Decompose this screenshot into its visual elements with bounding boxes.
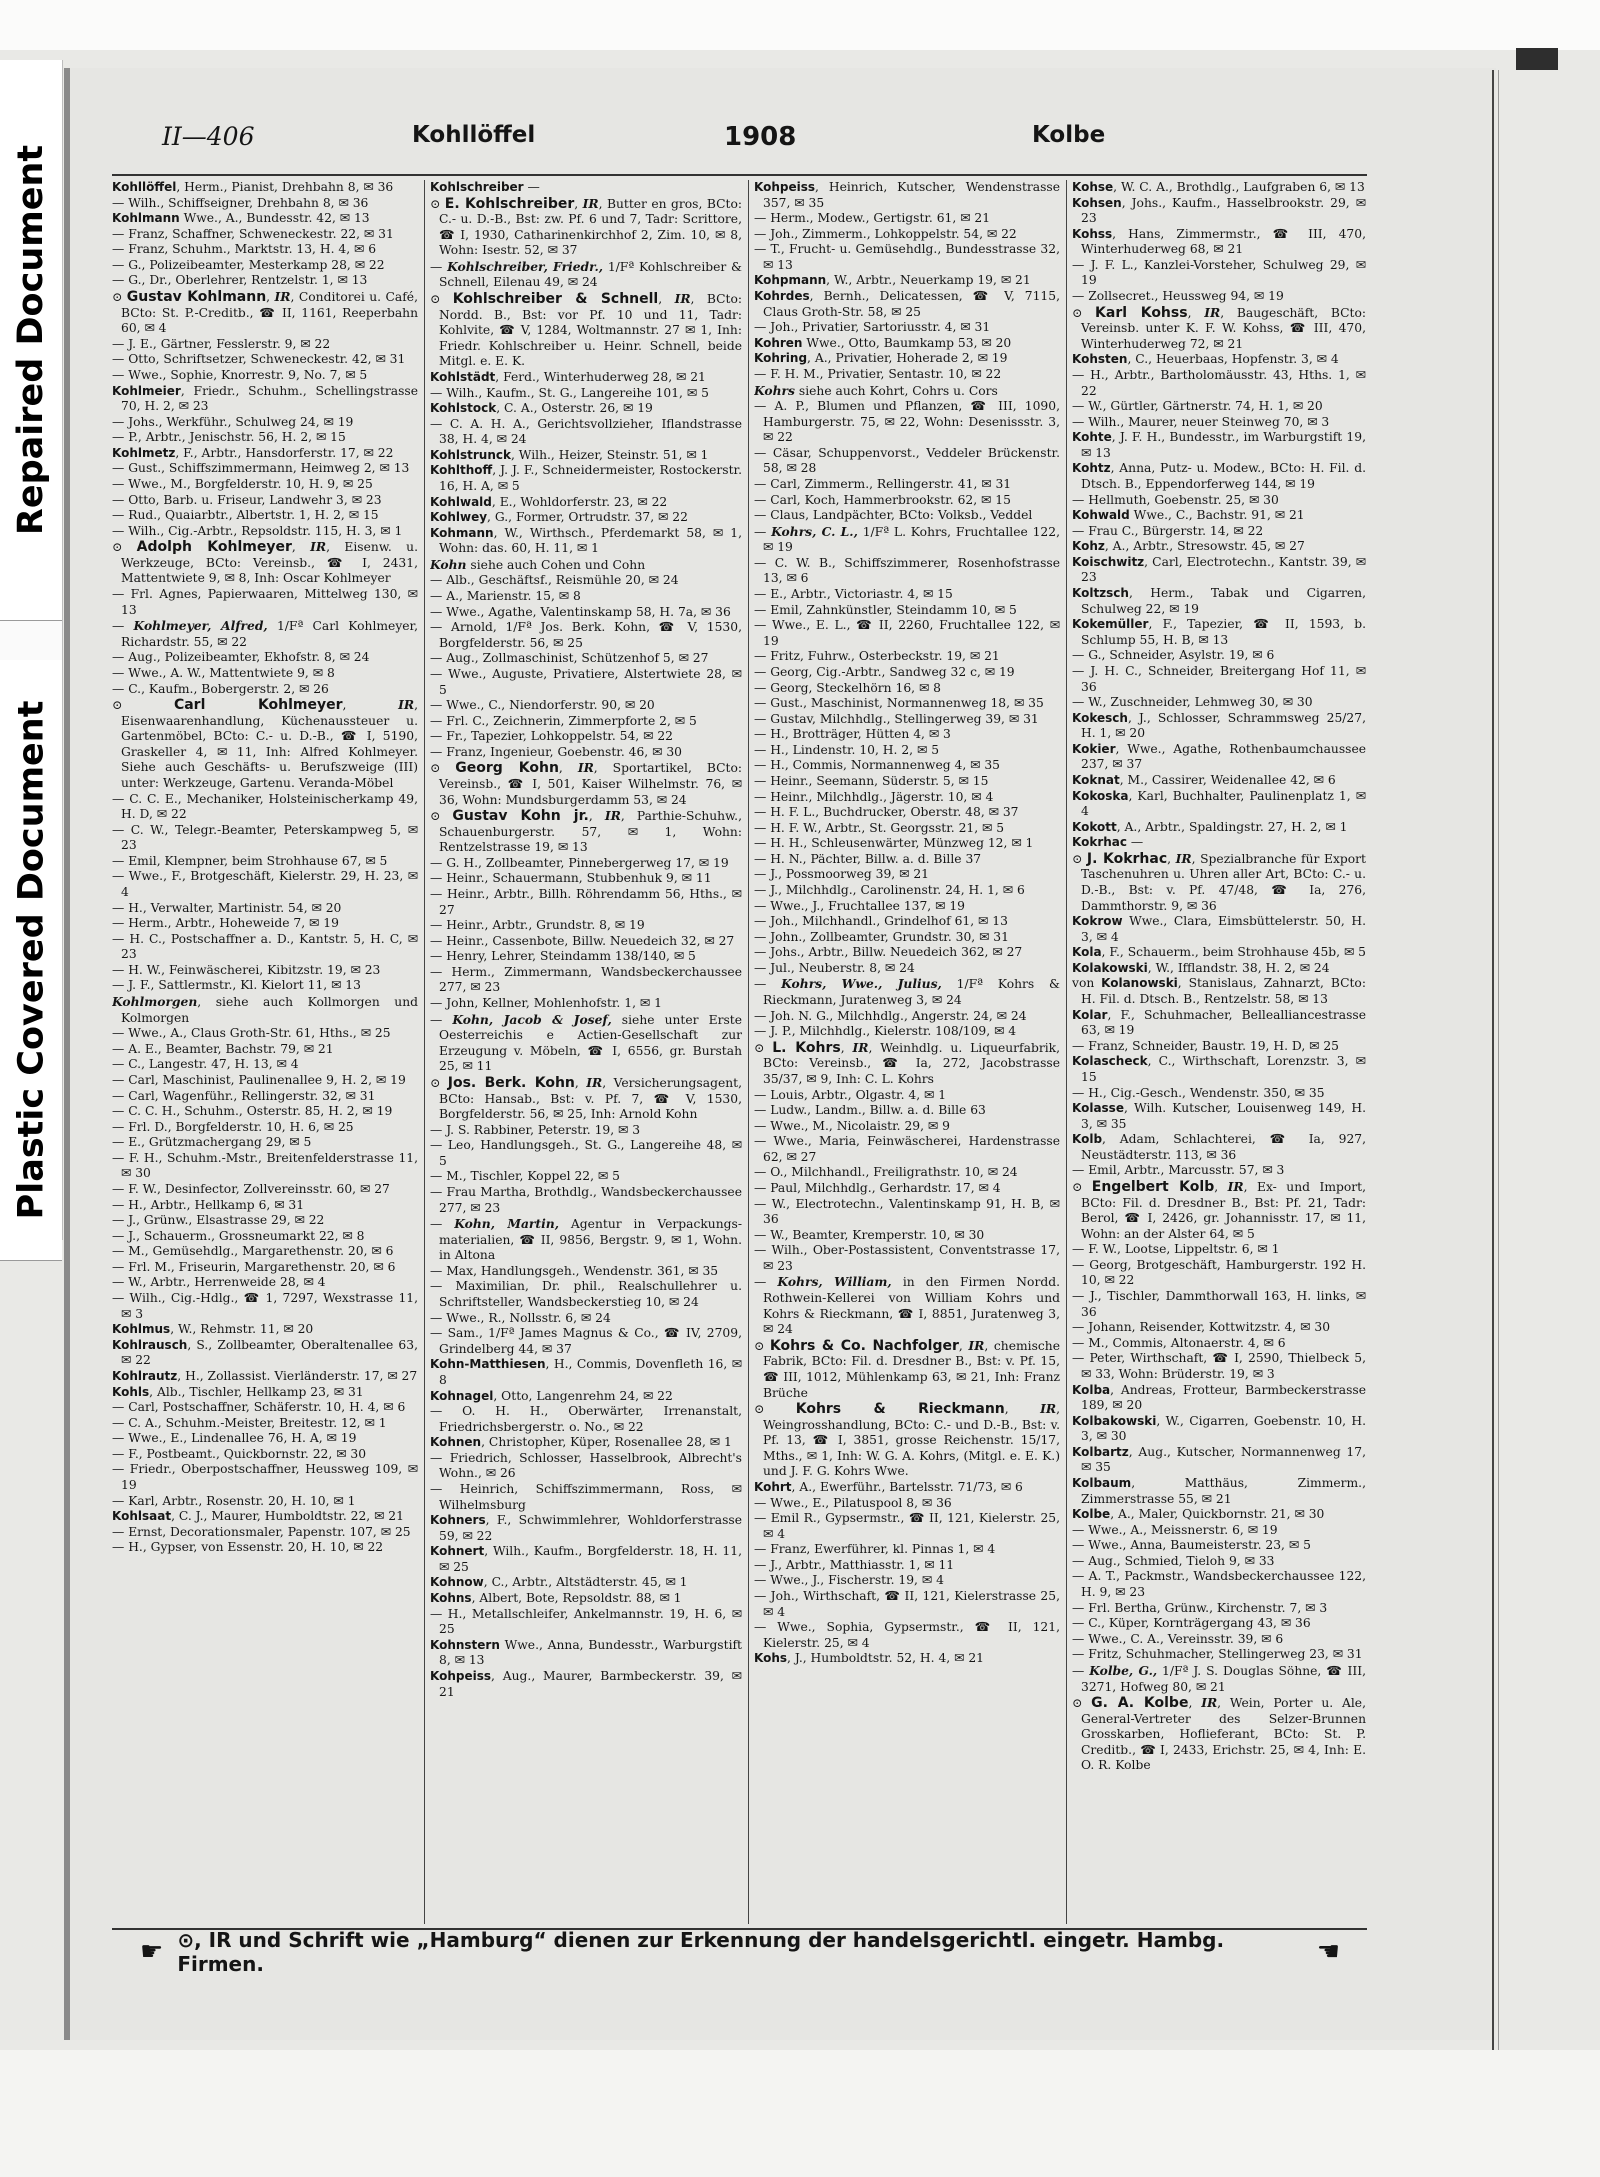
directory-entry: — Emil, Klempner, beim Strohhause 67, ✉ 5 — [112, 853, 388, 868]
directory-entry: Kohz, A., Arbtr., Stresowstr. 45, ✉ 27 — [1072, 539, 1305, 554]
directory-entry: — J. P., Milchhdlg., Kielerstr. 108/109, ✉ 4 — [754, 1024, 1017, 1039]
directory-entry: — H. F. L., Buchdrucker, Oberstr. 48, ✉ 37 — [754, 805, 1019, 820]
directory-entry: — F., Postbeamt., Quickbornstr. 22, ✉ 30 — [112, 1446, 367, 1461]
directory-entry: — Johann, Reisender, Kottwitzstr. 4, ✉ 30 — [1072, 1320, 1331, 1335]
directory-entry: — Frl. Bertha, Grünw., Kirchenstr. 7, ✉ 3 — [1072, 1600, 1328, 1615]
directory-entry: — H. H., Schleusenwärter, Münzweg 12, ✉ 1 — [754, 836, 1034, 851]
directory-entry: — Fr., Tapezier, Lohkoppelstr. 54, ✉ 22 — [430, 729, 673, 744]
directory-entry: — W., Zuschneider, Lehmweg 30, ✉ 30 — [1072, 695, 1313, 710]
directory-entry: — Kohrs, Wwe., Julius, 1/Fª Kohrs & Rieckmann, Juratenweg 3, ✉ 24 — [754, 976, 1060, 1008]
directory-entry: — Carl, Koch, Hammerbrookstr. 62, ✉ 15 — [754, 492, 1011, 507]
directory-entry: — H., Gypser, von Essenstr. 20, H. 10, ✉ 22 — [112, 1540, 384, 1555]
directory-entry: Koltzsch, Herm., Tabak und Cigarren, Schulweg 22, ✉ 19 — [1072, 586, 1366, 616]
directory-entry: — Jul., Neuberstr. 8, ✉ 24 — [754, 960, 915, 975]
directory-entry: — Kohrs, William, in den Firmen Nordd. Rothwein-Kellerei von William Kohrs und Kohrs & Rieckmann, ☎ I, 8851, Juratenweg 3, ✉ 24 — [754, 1274, 1060, 1337]
directory-entry: — Joh. N. G., Milchhdlg., Angerstr. 24, ✉ 24 — [754, 1008, 1027, 1023]
pointing-hand-icon: ☛ — [140, 1937, 164, 1967]
directory-entry: — Wwe., C., Niendorferstr. 90, ✉ 20 — [430, 698, 655, 713]
directory-entry: — Wwe., Auguste, Privatiere, Alstertwiete 28, ✉ 5 — [430, 666, 742, 697]
directory-entry: von Kolanowski, Stanislaus, Zahnarzt, BCto: H. Fil. d. Dtsch. B., Rentzelstr. 58, ✉ 13 — [1072, 976, 1366, 1007]
directory-entry: Kohlstädt, Ferd., Winterhuderweg 28, ✉ 21 — [430, 369, 706, 384]
directory-entry: — Georg, Cig.-Arbtr., Sandweg 32 c, ✉ 19 — [754, 664, 1015, 679]
directory-entry: ⊙ G. A. Kolbe, IR, Wein, Porter u. Ale, General-Vertreter des Selzer-Brunnen Grosskarben, Hoflieferant, BCto: St. P. Creditb., ☎ I, 2433, Erichstr. 25, ✉ 4, Inh: E. O. R. Kolbe — [1072, 1695, 1366, 1773]
directory-entry: Kola, F., Schauerm., beim Strohhause 45b, ✉ 5 — [1072, 945, 1366, 960]
directory-entry: — J. E., Gärtner, Fesslerstr. 9, ✉ 22 — [112, 336, 331, 351]
directory-entry: — Herm., Zimmermann, Wandsbeckerchaussee 277, ✉ 23 — [430, 964, 742, 995]
directory-entry: — Emil, Zahnkünstler, Steindamm 10, ✉ 5 — [754, 602, 1017, 617]
directory-entry: — Wwe., M., Borgfelderstr. 10, H. 9, ✉ 25 — [112, 476, 373, 491]
directory-entry: — Paul, Milchhdlg., Gerhardstr. 17, ✉ 4 — [754, 1181, 1001, 1195]
directory-entry: Kohss, Hans, Zimmermstr., ☎ III, 470, Winterhuderweg 68, ✉ 21 — [1072, 226, 1366, 257]
directory-entry: — Joh., Milchhandl., Grindelhof 61, ✉ 13 — [754, 914, 1008, 929]
directory-entry: — Wwe., Maria, Feinwäscherei, Hardenstrasse 62, ✉ 27 — [754, 1134, 1060, 1164]
footer-note: ⊙, IR und Schrift wie „Hamburg“ dienen zur Erkennung der handelsgerichtl. eingetr. Hambg. Firmen. — [177, 1928, 1225, 1976]
directory-entry: — H., Lindenstr. 10, H. 2, ✉ 5 — [754, 742, 940, 757]
directory-entry: — H., Arbtr., Bartholomäusstr. 43, Hths. 1, ✉ 22 — [1072, 367, 1366, 398]
directory-entry: — Gustav, Milchhdlg., Stellingerweg 39, ✉ 31 — [754, 711, 1039, 726]
directory-entry: Kohren Wwe., Otto, Baumkamp 53, ✉ 20 — [754, 335, 1012, 350]
directory-entry: Kokrhac — — [1072, 835, 1144, 850]
directory-entry: — Kohn, Martin, Agentur in Verpackungs-materialien, ☎ II, 9856, Bergstr. 9, ✉ 1, Wohn. in Altona — [430, 1216, 742, 1263]
directory-entry: — Frl. D., Borgfelderstr. 10, H. 6, ✉ 25 — [112, 1119, 354, 1134]
directory-entry: — Heinr., Schauermann, Stubbenhuk 9, ✉ 11 — [430, 871, 712, 886]
directory-entry: — C., Langestr. 47, H. 13, ✉ 4 — [112, 1057, 299, 1072]
directory-entry: — Heinr., Arbtr., Billh. Röhrendamm 56, Hths., ✉ 27 — [430, 887, 742, 917]
side-label-strip — [0, 60, 63, 1240]
directory-entry: Kohllöffel, Herm., Pianist, Drehbahn 8, ✉ 36 — [112, 180, 394, 194]
directory-entry: — Hellmuth, Goebenstr. 25, ✉ 30 — [1072, 492, 1279, 507]
directory-entry: — Carl, Maschinist, Paulinenallee 9, H. 2, ✉ 19 — [112, 1072, 406, 1087]
directory-entry: — Wwe., A. W., Mattentwiete 9, ✉ 8 — [112, 665, 335, 680]
directory-entry: — Joh., Zimmerm., Lohkoppelstr. 54, ✉ 22 — [754, 226, 1017, 241]
directory-entry: Kolbakowski, W., Cigarren, Goebenstr. 10, H. 3, ✉ 30 — [1072, 1413, 1366, 1444]
directory-entry: — O., Milchhandl., Freiligrathstr. 10, ✉ 24 — [754, 1165, 1018, 1180]
directory-entry: — Friedr., Oberpostschaffner, Heussweg 109, ✉ 19 — [112, 1462, 418, 1492]
directory-entry: ⊙ Engelbert Kolb, IR, Ex- und Import, BCto: Fil. d. Dresdner B., Bst: Pf. 21, Tadr: Berol, ☎ I, 2426, gr. Johannisstr. 17, ✉ 11, Wohn: an der Alster 64, ✉ 5 — [1072, 1179, 1366, 1241]
directory-entry: — Gust., Schiffszimmermann, Heimweg 2, ✉ 13 — [112, 461, 410, 476]
directory-entry: Kokemüller, F., Tapezier, ☎ II, 1593, b. Schlump 55, H. B, ✉ 13 — [1072, 617, 1366, 647]
directory-entry: — A., Marienstr. 15, ✉ 8 — [430, 589, 581, 604]
directory-entry: — J. H. C., Schneider, Breitergang Hof 11, ✉ 36 — [1072, 663, 1366, 694]
directory-entry: — Franz, Ewerführer, kl. Pinnas 1, ✉ 4 — [754, 1542, 996, 1557]
directory-entry: — Ernst, Decorationsmaler, Papenstr. 107, ✉ 25 — [112, 1524, 411, 1539]
directory-entry: — J., Possmoorweg 39, ✉ 21 — [754, 867, 929, 882]
directory-entry: — Johs., Werkführ., Schulweg 24, ✉ 19 — [112, 414, 354, 429]
directory-entry: — Wwe., E., Lindenallee 76, H. A, ✉ 19 — [112, 1431, 357, 1446]
directory-entry: — J., Schauerm., Grossneumarkt 22, ✉ 8 — [112, 1228, 365, 1243]
directory-entry: ⊙ Gustav Kohn jr., IR, Parthie-Schuhw., Schauenburgerstr. 57, ✉ 1, Wohn: Rentzelstrasse 19, ✉ 13 — [430, 808, 742, 855]
directory-entry: — G. H., Zollbeamter, Pinnebergerweg 17, ✉ 19 — [430, 855, 729, 870]
directory-entry: Kohn siehe auch Cohen und Cohn — [430, 556, 646, 572]
directory-entry: — H., Cig.-Gesch., Wendenstr. 350, ✉ 35 — [1072, 1085, 1325, 1100]
directory-entry: — E., Grützmachergang 29, ✉ 5 — [112, 1135, 312, 1150]
last-entry-word: Kolbe — [1032, 122, 1106, 148]
directory-entry: Kohte, J. F. H., Bundesstr., im Warburgstift 19, ✉ 13 — [1072, 430, 1366, 460]
directory-entry: Kohpeiss, Heinrich, Kutscher, Wendenstrasse 357, ✉ 35 — [754, 180, 1060, 210]
directory-entry: — H., Verwalter, Martinistr. 54, ✉ 20 — [112, 900, 342, 915]
directory-entry: Kolascheck, C., Wirthschaft, Lorenzstr. 3, ✉ 15 — [1072, 1054, 1366, 1084]
page-header — [92, 122, 1392, 160]
directory-entry: — Leo, Handlungsgeh., St. G., Langereihe 48, ✉ 5 — [430, 1138, 742, 1168]
directory-entry: — J. S. Rabbiner, Peterstr. 19, ✉ 3 — [430, 1122, 641, 1137]
directory-entry: — Herm., Modew., Gertigstr. 61, ✉ 21 — [754, 211, 991, 226]
directory-entry: Kohring, A., Privatier, Hoherade 2, ✉ 19 — [754, 351, 1008, 366]
directory-entry: — Kohn, Jacob & Josef, siehe unter Erste Oesterreichis e Actien-Gesellschaft zur Erzeugung v. Möbeln, ☎ I, 6556, gr. Burstah 25, ✉ 11 — [430, 1011, 742, 1074]
directory-entry: Kohlmorgen, siehe auch Kollmorgen und Kolmorgen — [112, 994, 418, 1025]
directory-entry: — Carl, Zimmerm., Rellingerstr. 41, ✉ 31 — [754, 476, 1012, 491]
directory-entry: Kohrdes, Bernh., Delicatessen, ☎ V, 7115, Claus Groth-Str. 58, ✉ 25 — [754, 289, 1060, 319]
directory-entry: — C. C. H., Schuhm., Osterstr. 85, H. 2, ✉ 19 — [112, 1104, 393, 1119]
directory-entry: Kohnow, C., Arbtr., Altstädterstr. 45, ✉ 1 — [430, 1575, 688, 1590]
scan-top-margin — [0, 0, 1600, 50]
scan-bottom-margin — [0, 2050, 1600, 2177]
entry-column-3 — [754, 180, 1060, 1924]
directory-entry: — Joh., Wirthschaft, ☎ II, 121, Kielerstrasse 25, ✉ 4 — [754, 1589, 1060, 1619]
directory-entry: — Otto, Schriftsetzer, Schweneckestr. 42, ✉ 31 — [112, 352, 406, 367]
directory-entry: — Franz, Schuhm., Marktstr. 13, H. 4, ✉ 6 — [112, 242, 377, 257]
directory-entry: ⊙ E. Kohlschreiber, IR, Butter en gros, BCto: C.- u. D.-B., Bst: zw. Pf. 6 und 7, Tadr: Scrittore, ☎ I, 1930, Catharinenkirchhof 2, Zim. 10, ✉ 8, Wohn: Isestr. 52, ✉ 37 — [430, 195, 742, 258]
directory-entry: Kohlwald, E., Wohldorferstr. 23, ✉ 22 — [430, 494, 668, 509]
page-spine — [1492, 70, 1494, 2060]
directory-entry: — G., Polizeibeamter, Mesterkamp 28, ✉ 22 — [112, 257, 385, 272]
directory-entry: — Kolbe, G., 1/Fª J. S. Douglas Söhne, ☎ III, 3271, Hofweg 80, ✉ 21 — [1072, 1662, 1366, 1694]
directory-entry: — Aug., Zollmaschinist, Schützenhof 5, ✉ 27 — [430, 651, 709, 666]
directory-entry: Kohrs siehe auch Kohrt, Cohrs u. Cors — [754, 382, 998, 398]
directory-entry: — Wilh., Cig.-Arbtr., Repsoldstr. 115, H. 3, ✉ 1 — [112, 523, 403, 538]
directory-entry: — Wwe., R., Nollsstr. 6, ✉ 24 — [430, 1310, 611, 1325]
directory-entry: — Franz, Schneider, Baustr. 19, H. D, ✉ 25 — [1072, 1038, 1340, 1053]
directory-entry: — Claus, Landpächter, BCto: Volksb., Veddel — [754, 508, 1033, 523]
directory-entry: — Heinr., Seemann, Süderstr. 5, ✉ 15 — [754, 773, 989, 788]
page-spine-shadow — [1498, 70, 1499, 2060]
directory-entry: Kohnstern Wwe., Anna, Bundesstr., Warburgstift 8, ✉ 13 — [430, 1637, 742, 1668]
directory-entry: — Kohrs, C. L., 1/Fª L. Kohrs, Fruchtallee 122, ✉ 19 — [754, 523, 1060, 555]
directory-entry: Kohners, F., Schwimmlehrer, Wohldorferstrasse 59, ✉ 22 — [430, 1513, 742, 1543]
directory-entry: — Sam., 1/Fª James Magnus & Co., ☎ IV, 2709, Grindelberg 44, ✉ 37 — [430, 1326, 742, 1356]
directory-entry: — E., Arbtr., Victoriastr. 4, ✉ 15 — [754, 587, 953, 602]
directory-entry: Kohns, Albert, Bote, Repsoldstr. 88, ✉ 1 — [430, 1591, 682, 1606]
directory-entry: — J., Tischler, Dammthorwall 163, H. links, ✉ 36 — [1072, 1289, 1366, 1319]
directory-entry: — Wwe., Agathe, Valentinskamp 58, H. 7a, ✉ 36 — [430, 604, 731, 619]
directory-entry: Kolar, F., Schuhmacher, Bellealliancestrasse 63, ✉ 19 — [1072, 1007, 1366, 1038]
directory-entry: Kohlrausch, S., Zollbeamter, Oberaltenallee 63, ✉ 22 — [112, 1337, 418, 1368]
directory-entry: — Cäsar, Schuppenvorst., Veddeler Brückenstr. 58, ✉ 28 — [754, 445, 1060, 476]
directory-entry: — J., Arbtr., Matthiasstr. 1, ✉ 11 — [754, 1557, 955, 1572]
directory-entry: — M., Tischler, Koppel 22, ✉ 5 — [430, 1169, 620, 1184]
directory-entry: Kolbartz, Aug., Kutscher, Normannenweg 17, ✉ 35 — [1072, 1444, 1366, 1475]
directory-entry: — Heinrich, Schiffszimmermann, Ross, ✉ Wilhelmsburg — [430, 1481, 742, 1512]
directory-entry: — C. W. B., Schiffszimmerer, Rosenhofstrasse 13, ✉ 6 — [754, 555, 1060, 586]
directory-entry: — Wwe., J., Fruchtallee 137, ✉ 19 — [754, 898, 965, 913]
directory-entry: ⊙ Kohrs & Rieckmann, IR, Weingrosshandlung, BCto: C.- und D.-B., Bst: v. Pf. 13, ☎ I, 3851, grosse Reichenstr. 15/17, Mths., ✉ 1, Inh: W. G. A. Kohrs, (Mitgl. e. E. K.) und J. F. G. Kohrs Wwe. — [754, 1401, 1060, 1479]
directory-entry: — Wilh., Ober-Postassistent, Conventstrasse 17, ✉ 23 — [754, 1243, 1060, 1273]
directory-entry: Kohsen, Johs., Kaufm., Hasselbrookstr. 29, ✉ 23 — [1072, 195, 1366, 226]
directory-entry: — Frau C., Bürgerstr. 14, ✉ 22 — [1072, 523, 1264, 538]
directory-entry: — J. F., Sattlermstr., Kl. Kielort 11, ✉ 13 — [112, 978, 361, 993]
directory-entry: Kohs, J., Humboldtstr. 52, H. 4, ✉ 21 — [754, 1651, 984, 1666]
directory-entry: Kohlmeier, Friedr., Schuhm., Schellingstrasse 70, H. 2, ✉ 23 — [112, 383, 418, 414]
directory-entry: — Otto, Barb. u. Friseur, Landwehr 3, ✉ 23 — [112, 492, 382, 507]
directory-entry: Kohlthoff, J. J. F., Schneidermeister, Rostockerstr. 16, H. A, ✉ 5 — [430, 463, 742, 493]
directory-entry: Kolb, Adam, Schlachterei, ☎ Ia, 927, Neustädterstr. 113, ✉ 36 — [1072, 1132, 1366, 1162]
directory-entry: — H. W., Feinwäscherei, Kibitzstr. 19, ✉ 23 — [112, 962, 381, 977]
directory-entry: — T., Frucht- u. Gemüsehdlg., Bundesstrasse 32, ✉ 13 — [754, 242, 1060, 272]
directory-entry: Kokier, Wwe., Agathe, Rothenbaumchaussee 237, ✉ 37 — [1072, 741, 1366, 772]
directory-entry: — Heinr., Cassenbote, Billw. Neuedeich 32, ✉ 27 — [430, 933, 735, 948]
directory-entry: — Heinr., Arbtr., Grundstr. 8, ✉ 19 — [430, 918, 645, 933]
directory-entry: ⊙ Georg Kohn, IR, Sportartikel, BCto: Vereinsb., ☎ I, 501, Kaiser Wilhelmstr. 76, ✉ 36, Wohn: Mundsburgerdamm 53, ✉ 24 — [430, 760, 742, 807]
directory-entry: ⊙ Gustav Kohlmann, IR, Conditorei u. Café, BCto: St. P.-Creditb., ☎ II, 1161, Reeperbahn 60, ✉ 4 — [112, 289, 418, 336]
directory-entry: Kohlschreiber — — [430, 180, 540, 194]
directory-entry: — H., Metallschleifer, Ankelmannstr. 19, H. 6, ✉ 25 — [430, 1606, 742, 1637]
directory-entry: Kokott, A., Arbtr., Spaldingstr. 27, H. 2, ✉ 1 — [1072, 819, 1348, 834]
directory-entry: — F. H., Schuhm.-Mstr., Breitenfelderstrasse 11, ✉ 30 — [112, 1150, 418, 1181]
directory-entry: — C. C. E., Mechaniker, Holsteinischerkamp 49, H. D, ✉ 22 — [112, 791, 418, 822]
directory-entry: — Heinr., Milchhdlg., Jägerstr. 10, ✉ 4 — [754, 789, 994, 804]
directory-entry: Kohnert, Wilh., Kaufm., Borgfelderstr. 18, H. 11, ✉ 25 — [430, 1544, 742, 1574]
directory-entry: — O. H. H., Oberwärter, Irrenanstalt, Friedrichsbergerstr. o. No., ✉ 22 — [430, 1404, 742, 1434]
directory-entry: — F. H. M., Privatier, Sentastr. 10, ✉ 22 — [754, 366, 1002, 381]
directory-entry: — Kohlschreiber, Friedr., 1/Fª Kohlschreiber & Schnell, Eilenau 49, ✉ 24 — [430, 258, 742, 290]
directory-entry: Kohwald Wwe., C., Bachstr. 91, ✉ 21 — [1072, 508, 1305, 523]
directory-entry: — Franz, Ingenieur, Goebenstr. 46, ✉ 30 — [430, 744, 682, 759]
directory-entry: — Frl. M., Friseurin, Margarethenstr. 20, ✉ 6 — [112, 1259, 396, 1274]
directory-entry: — H. C., Postschaffner a. D., Kantstr. 5, H. C, ✉ 23 — [112, 931, 418, 962]
directory-entry: — Ludw., Landm., Billw. a. d. Bille 63 — [754, 1103, 986, 1118]
directory-entry: — Friedrich, Schlosser, Hasselbrook, Albrecht's Wohn., ✉ 26 — [430, 1450, 742, 1481]
directory-entry: Kohnen, Christopher, Küper, Rosenallee 28, ✉ 1 — [430, 1435, 732, 1450]
directory-entry: — Kohlmeyer, Alfred, 1/Fª Carl Kohlmeyer, Richardstr. 55, ✉ 22 — [112, 618, 418, 649]
directory-entry: — A. P., Blumen und Pflanzen, ☎ III, 1090, Hamburgerstr. 75, ✉ 22, Wohn: Desenissstr. 3, ✉ 22 — [754, 399, 1060, 445]
directory-entry: — A. T., Packmstr., Wandsbeckerchaussee 122, H. 9, ✉ 23 — [1072, 1569, 1366, 1600]
directory-entry: — Carl, Postschaffner, Schäferstr. 10, H. 4, ✉ 6 — [112, 1400, 406, 1415]
directory-entry: — Karl, Arbtr., Rosenstr. 20, H. 10, ✉ 1 — [112, 1493, 356, 1508]
directory-entry: — Peter, Wirthschaft, ☎ I, 2590, Thielbeck 5, ✉ 33, Wohn: Brüderstr. 19, ✉ 3 — [1072, 1351, 1366, 1381]
directory-entry: — C. W., Telegr.-Beamter, Peterskampweg 5, ✉ 23 — [112, 822, 418, 853]
directory-entry: Kohtz, Anna, Putz- u. Modew., BCto: H. Fil. d. Dtsch. B., Eppendorferweg 144, ✉ 19 — [1072, 461, 1366, 491]
entry-column-2 — [430, 180, 742, 1924]
directory-entry: ⊙ Adolph Kohlmeyer, IR, Eisenw. u. Werkzeuge, BCto: Vereinsb., ☎ I, 2431, Mattentwiete 9, ✉ 8, Inh: Oscar Kohlmeyer — [112, 539, 418, 586]
directory-entry: ⊙ Kohrs & Co. Nachfolger, IR, chemische Fabrik, BCto: Fil. d. Dresdner B., Bst: v. Pf. 15, ☎ III, 1012, Mühlenkamp 63, ✉ 21, Inh: Franz Brüche — [754, 1337, 1060, 1400]
directory-entry: — Wwe., F., Brotgeschäft, Kielerstr. 29, H. 23, ✉ 4 — [112, 869, 418, 900]
directory-entry: — W., Electrotechn., Valentinskamp 91, H. B, ✉ 36 — [754, 1196, 1060, 1227]
directory-entry: — Alb., Geschäftsf., Reismühle 20, ✉ 24 — [430, 573, 679, 588]
directory-entry: — Fritz, Schuhmacher, Stellingerweg 23, ✉ 31 — [1072, 1647, 1363, 1662]
binder-tab — [1516, 48, 1558, 70]
directory-entry: — C., Küper, Kornträgergang 43, ✉ 36 — [1072, 1616, 1311, 1631]
directory-entry: Kohsten, C., Heuerbaas, Hopfenstr. 3, ✉ 4 — [1072, 352, 1339, 367]
directory-entry: — J., Grünw., Elsastrasse 29, ✉ 22 — [112, 1213, 325, 1228]
directory-entry: — W., Arbtr., Herrenweide 28, ✉ 4 — [112, 1275, 326, 1290]
directory-entry: — M., Commis, Altonaerstr. 4, ✉ 6 — [1072, 1335, 1286, 1350]
directory-entry: — Wwe., Sophia, Gypsermstr., ☎ II, 121, Kielerstr. 25, ✉ 4 — [754, 1620, 1060, 1650]
directory-entry: — Herm., Arbtr., Hoheweide 7, ✉ 19 — [112, 916, 339, 931]
directory-entry: — Wilh., Kaufm., St. G., Langereihe 101, ✉ 5 — [430, 385, 709, 400]
first-entry-word: Kohllöffel — [412, 122, 536, 148]
directory-entry: — Aug., Polizeibeamter, Ekhofstr. 8, ✉ 24 — [112, 650, 370, 665]
repaired-label-text: Repaired Document — [11, 144, 51, 536]
directory-entry: — Wilh., Cig.-Hdlg., ☎ 1, 7297, Wexstrasse 11, ✉ 3 — [112, 1291, 418, 1321]
directory-entry: — A. E., Beamter, Bachstr. 79, ✉ 21 — [112, 1041, 334, 1056]
directory-entry: Kohrt, A., Ewerführ., Bartelsstr. 71/73, ✉ 6 — [754, 1479, 1023, 1494]
directory-entry: Kohse, W. C. A., Brothdlg., Laufgraben 6, ✉ 13 — [1072, 180, 1365, 194]
directory-entry: — Joh., Privatier, Sartoriusstr. 4, ✉ 31 — [754, 320, 991, 335]
directory-entry: — C. A., Schuhm.-Meister, Breitestr. 12, ✉ 1 — [112, 1415, 387, 1430]
directory-entry: Kohn-Matthiesen, H., Commis, Dovenfleth 16, ✉ 8 — [430, 1357, 742, 1387]
directory-entry: Kolbe, A., Maler, Quickbornstr. 21, ✉ 30 — [1072, 1507, 1325, 1522]
directory-entry: — Frl. C., Zeichnerin, Zimmerpforte 2, ✉ 5 — [430, 713, 697, 728]
directory-entry: — Franz, Schaffner, Schweneckestr. 22, ✉ 31 — [112, 226, 394, 241]
directory-entry: Kokrow Wwe., Clara, Eimsbüttelerstr. 50, H. 3, ✉ 4 — [1072, 914, 1366, 944]
directory-entry: Kohlwey, G., Former, Ortrudstr. 37, ✉ 22 — [430, 510, 688, 525]
directory-entry: — Johs., Arbtr., Billw. Neuedeich 362, ✉ 27 — [754, 945, 1023, 960]
directory-entry: Kohnagel, Otto, Langenrehm 24, ✉ 22 — [430, 1388, 673, 1403]
page-year: 1908 — [724, 122, 797, 152]
directory-entry: Kohmann, W., Wirthsch., Pferdemarkt 58, ✉ 1, Wohn: das. 60, H. 11, ✉ 1 — [430, 525, 742, 556]
directory-entry: — John, Kellner, Mohlenhofstr. 1, ✉ 1 — [430, 996, 662, 1011]
pointing-hand-icon: ☚ — [1316, 1937, 1340, 1967]
directory-entry: ⊙ Kohlschreiber & Schnell, IR, BCto: Nordd. B., Bst: vor Pf. 10 und 11, Tadr: Kohlvite, ☎ V, 1284, Woltmannstr. 27 ✉ 1, Inh: Friedr. Kohlschreiber u. Heinr. Schnell, beide Mitgl. e. E. K. — [430, 291, 742, 369]
entry-column-4 — [1072, 180, 1366, 1924]
directory-entry: Koischwitz, Carl, Electrotechn., Kantstr. 39, ✉ 23 — [1072, 554, 1366, 585]
directory-entry: — G., Dr., Oberlehrer, Rentzelstr. 1, ✉ 13 — [112, 273, 368, 288]
directory-entry: — Rud., Quaiarbtr., Albertstr. 1, H. 2, ✉ 15 — [112, 508, 379, 523]
directory-entry: — H., Brotträger, Hütten 4, ✉ 3 — [754, 727, 951, 742]
directory-entry: ⊙ Jos. Berk. Kohn, IR, Versicherungsagent, BCto: Hansab., Bst: v. Pf. 7, ☎ V, 1530, Borgfelderstr. 56, ✉ 25, Inh: Arnold Kohn — [430, 1074, 742, 1122]
directory-entry: — J. F. L., Kanzlei-Vorsteher, Schulweg 29, ✉ 19 — [1072, 257, 1366, 288]
directory-entry: ⊙ Carl Kohlmeyer, IR, Eisenwaarenhandlung, Küchenaussteuer u. Gartenmöbel, BCto: C.- u. D.-B., ☎ I, 5190, Graskeller 4, ✉ 11, Inh: Alfred Kohlmeyer. Siehe auch Geschäfts- u. Berufszweige (III) unter: Werkzeuge, Gartenu. Veranda-Möbel — [112, 697, 418, 790]
directory-entry: Kolasse, Wilh. Kutscher, Louisenweg 149, H. 3, ✉ 35 — [1072, 1101, 1366, 1131]
directory-entry: — Max, Handlungsgeh., Wendenstr. 361, ✉ 35 — [430, 1263, 719, 1278]
directory-entry: Kokoska, Karl, Buchhalter, Paulinenplatz 1, ✉ 4 — [1072, 788, 1366, 819]
page-footer — [140, 1928, 1340, 1976]
repaired-document-label — [0, 60, 62, 621]
directory-entry: — H., Commis, Normannenweg 4, ✉ 35 — [754, 758, 1001, 773]
directory-entry: Kohlrautz, H., Zollassist. Vierländerstr. 17, ✉ 27 — [112, 1368, 418, 1383]
directory-entry: ⊙ Karl Kohss, IR, Baugeschäft, BCto: Vereinsb. unter K. F. W. Kohss, ☎ III, 470, Winterhuderweg 72, ✉ 21 — [1072, 304, 1366, 351]
directory-entry: Kohpmann, W., Arbtr., Neuerkamp 19, ✉ 21 — [754, 273, 1031, 288]
directory-entry: — Wwe., Anna, Baumeisterstr. 23, ✉ 5 — [1072, 1538, 1311, 1553]
directory-entry: — W., Beamter, Kremperstr. 10, ✉ 30 — [754, 1227, 985, 1242]
directory-entry: — Wilh., Schiffseigner, Drehbahn 8, ✉ 36 — [112, 195, 369, 210]
directory-entry: — J., Milchhdlg., Carolinenstr. 24, H. 1, ✉ 6 — [754, 883, 1025, 898]
directory-entry: ⊙ L. Kohrs, IR, Weinhdlg. u. Liqueurfabrik, BCto: Vereinsb., ☎ Ia, 272, Jacobstrasse 35/37, ✉ 9, Inh: C. L. Kohrs — [754, 1039, 1060, 1086]
plastic-covered-label — [0, 660, 62, 1261]
directory-entry: Kohlmus, W., Rehmstr. 11, ✉ 20 — [112, 1322, 314, 1337]
directory-entry: — Georg, Steckelhörn 16, ✉ 8 — [754, 680, 941, 695]
directory-entry: — Wwe., E., Pilatuspool 8, ✉ 36 — [754, 1495, 952, 1510]
header-rule — [112, 174, 1367, 176]
directory-entry: — H. F. W., Arbtr., St. Georgsstr. 21, ✉ 5 — [754, 820, 1005, 835]
directory-entry: — F. W., Desinfector, Zollvereinsstr. 60, ✉ 27 — [112, 1182, 390, 1196]
directory-entry: — H. N., Pächter, Billw. a. d. Bille 37 — [754, 851, 982, 866]
directory-entry: Kohlsaat, C. J., Maurer, Humboldtstr. 22, ✉ 21 — [112, 1509, 404, 1524]
directory-entry: Koknat, M., Cassirer, Weidenallee 42, ✉ 6 — [1072, 772, 1336, 787]
directory-entry: — M., Gemüsehdlg., Margarethenstr. 20, ✉ 6 — [112, 1244, 394, 1259]
directory-entry: — Arnold, 1/Fª Jos. Berk. Kohn, ☎ V, 1530, Borgfelderstr. 56, ✉ 25 — [430, 620, 742, 650]
directory-entry: Kohlstock, C. A., Osterstr. 26, ✉ 19 — [430, 401, 653, 416]
directory-entry: — Emil, Arbtr., Marcusstr. 57, ✉ 3 — [1072, 1163, 1285, 1178]
directory-entry: — C., Kaufm., Bobergerstr. 2, ✉ 26 — [112, 681, 329, 696]
directory-entry: — G., Schneider, Asylstr. 19, ✉ 6 — [1072, 648, 1275, 663]
directory-entry: — Carl, Wagenführ., Rellingerstr. 32, ✉ 31 — [112, 1088, 376, 1103]
directory-entry: Kohlmann Wwe., A., Bundesstr. 42, ✉ 13 — [112, 211, 370, 226]
directory-entry: — Gust., Maschinist, Normannenweg 18, ✉ 35 — [754, 696, 1044, 711]
directory-entry: — John., Zollbeamter, Grundstr. 30, ✉ 31 — [754, 929, 1009, 944]
directory-entry: — Wilh., Maurer, neuer Steinweg 70, ✉ 3 — [1072, 414, 1330, 429]
directory-entry: — Wwe., M., Nicolaistr. 29, ✉ 9 — [754, 1118, 950, 1133]
directory-entry: Kohpeiss, Aug., Maurer, Barmbeckerstr. 39, ✉ 21 — [430, 1668, 742, 1699]
directory-entry: — H., Arbtr., Hellkamp 6, ✉ 31 — [112, 1197, 305, 1212]
directory-entry: Kohlstrunck, Wilh., Heizer, Steinstr. 51, ✉ 1 — [430, 447, 709, 462]
directory-entry: — C. A. H. A., Gerichtsvollzieher, Iflandstrasse 38, H. 4, ✉ 24 — [430, 416, 742, 447]
directory-entry: — Frl. Agnes, Papierwaaren, Mittelweg 130, ✉ 13 — [112, 587, 418, 617]
directory-entry: — Aug., Schmied, Tieloh 9, ✉ 33 — [1072, 1553, 1275, 1568]
directory-entry: — F. W., Lootse, Lippeltstr. 6, ✉ 1 — [1072, 1242, 1280, 1257]
directory-entry: Kohls, Alb., Tischler, Hellkamp 23, ✉ 31 — [112, 1384, 364, 1399]
directory-entry: — Maximilian, Dr. phil., Realschullehrer u. Schriftsteller, Wandsbeckerstieg 10, ✉ 24 — [430, 1279, 742, 1310]
directory-entry: ⊙ J. Kokrhac, IR, Spezialbranche für Export Taschenuhren u. Uhren aller Art, BCto: C.- u. D.-B., Bst: v. Pf. 47/48, ☎ Ia, 276, Dammthorstr. 9, ✉ 36 — [1072, 850, 1366, 913]
directory-entry: Kolakowski, W., Ifflandstr. 38, H. 2, ✉ 24 — [1072, 960, 1330, 975]
directory-entry: Kolba, Andreas, Frotteur, Barmbeckerstrasse 189, ✉ 20 — [1072, 1382, 1366, 1413]
directory-entry: — Louis, Arbtr., Olgastr. 4, ✉ 1 — [754, 1087, 947, 1102]
directory-entry: Kohlmetz, F., Arbtr., Hansdorferstr. 17, ✉ 22 — [112, 445, 394, 460]
directory-entry: — Wwe., E. L., ☎ II, 2260, Fruchtallee 122, ✉ 19 — [754, 618, 1060, 648]
directory-entry: — Wwe., A., Claus Groth-Str. 61, Hths., ✉ 25 — [112, 1026, 391, 1041]
directory-entry: — Frau Martha, Brothdlg., Wandsbeckerchaussee 277, ✉ 23 — [430, 1185, 742, 1215]
directory-entry: — Wwe., C. A., Vereinsstr. 39, ✉ 6 — [1072, 1631, 1284, 1646]
directory-entry: — Wwe., Sophie, Knorrestr. 9, No. 7, ✉ 5 — [112, 367, 368, 382]
page-number: II—406 — [162, 122, 255, 151]
entry-columns — [112, 180, 1367, 1924]
directory-entry: — Emil R., Gypsermstr., ☎ II, 121, Kielerstr. 25, ✉ 4 — [754, 1511, 1060, 1541]
directory-entry: — Henry, Lehrer, Steindamm 138/140, ✉ 5 — [430, 949, 696, 964]
directory-entry: Kolbaum, Matthäus, Zimmerm., Zimmerstrasse 55, ✉ 21 — [1072, 1475, 1366, 1506]
directory-entry: — Georg, Brotgeschäft, Hamburgerstr. 192 H. 10, ✉ 22 — [1072, 1257, 1366, 1288]
directory-entry: — Wwe., A., Meissnerstr. 6, ✉ 19 — [1072, 1522, 1278, 1537]
plastic-label-text: Plastic Covered Document — [11, 700, 51, 1220]
entry-column-1 — [112, 180, 418, 1924]
directory-entry: — W., Gürtler, Gärtnerstr. 74, H. 1, ✉ 20 — [1072, 399, 1323, 414]
directory-entry: — Fritz, Fuhrw., Osterbeckstr. 19, ✉ 21 — [754, 649, 1000, 664]
directory-entry: Kokesch, J., Schlosser, Schrammsweg 25/27, H. 1, ✉ 20 — [1072, 710, 1366, 741]
directory-entry: — Zollsecret., Heussweg 94, ✉ 19 — [1072, 289, 1284, 304]
directory-entry: — Wwe., J., Fischerstr. 19, ✉ 4 — [754, 1573, 944, 1588]
directory-entry: — P., Arbtr., Jenischstr. 56, H. 2, ✉ 15 — [112, 430, 346, 445]
